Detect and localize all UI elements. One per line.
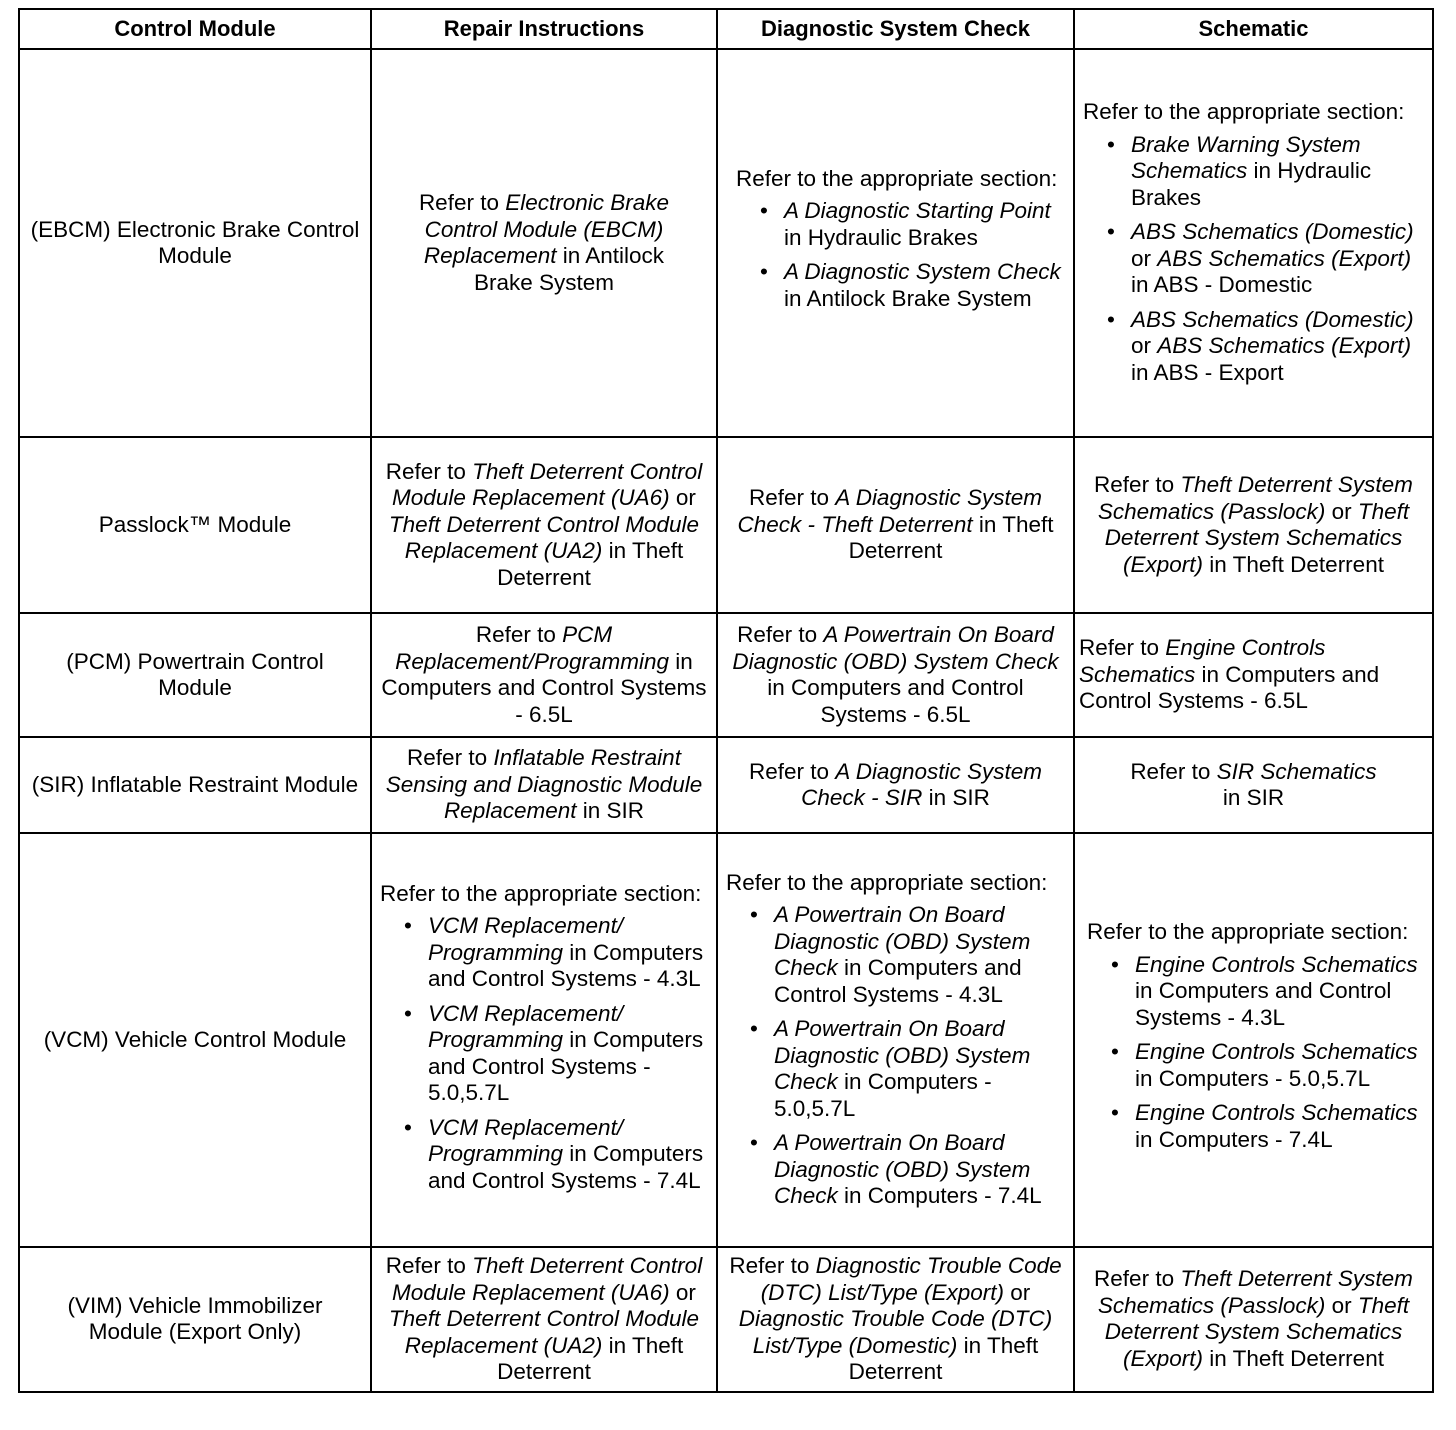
diag-cell: Refer to A Powertrain On Board Diagnostic (OBD) System Check in Computers and Control Systems - 6.5L (717, 613, 1074, 737)
schematic-list (1083, 132, 1424, 387)
diag-cell: Refer to A Diagnostic System Check - Theft Deterrent in Theft Deterrent (717, 437, 1074, 613)
control-module-reference-table (18, 8, 1434, 1393)
diag-list (726, 902, 1065, 1210)
list-item: • A Diagnostic Starting Point in Hydraulic Brakes (784, 198, 1065, 251)
module-cell: (VCM) Vehicle Control Module (19, 833, 371, 1247)
repair-cell: Refer to Inflatable Restraint Sensing and Diagnostic Module Replacement in SIR (371, 737, 717, 833)
repair-cell: Refer to Electronic Brake Control Module (EBCM) Replacement in Antilock Brake System (371, 49, 717, 437)
diag-cell: Refer to the appropriate section: • A Diagnostic Starting Point in Hydraulic Brakes • A Diagnostic System Check in Antilock Brake System (717, 49, 1074, 437)
module-cell: (SIR) Inflatable Restraint Module (19, 737, 371, 833)
diag-cell: Refer to Diagnostic Trouble Code (DTC) List/Type (Export) or Diagnostic Trouble Code (DTC) List/Type (Domestic) in Theft Deterrent (717, 1247, 1074, 1392)
header-control-module: Control Module (19, 9, 371, 49)
repair-cell: Refer to Theft Deterrent Control Module Replacement (UA6) or Theft Deterrent Control Module Replacement (UA2) in Theft Deterrent (371, 437, 717, 613)
diag-cell: Refer to the appropriate section: • A Powertrain On Board Diagnostic (OBD) System Check in Computers and Control Systems - 4.3L • A Powertrain On Board Diagnostic (OBD) System Check in Computers - 5.0,5.7L • A Powertrain On Board Diagnostic (OBD) System Check in Computers - 7.4L (717, 833, 1074, 1247)
schematic-cell: Refer to SIR Schematics in SIR (1074, 737, 1433, 833)
module-cell: (PCM) Powertrain Control Module (19, 613, 371, 737)
diag-list (736, 198, 1065, 312)
schematic-cell: Refer to the appropriate section: • Brake Warning System Schematics in Hydraulic Brakes • ABS Schematics (Domestic) or ABS Schematics (Export) in ABS - Domestic • ABS Schematics (Domestic) or ABS Schematics (Export) in ABS - Export (1074, 49, 1433, 437)
list-item: • Engine Controls Schematics in Computers - 7.4L (1135, 1100, 1424, 1153)
schematic-list (1087, 952, 1424, 1154)
list-item: • A Powertrain On Board Diagnostic (OBD) System Check in Computers - 7.4L (774, 1130, 1065, 1210)
repair-cell: Refer to the appropriate section: • VCM Replacement/ Programming in Computers and Control Systems - 4.3L • VCM Replacement/ Programming in Computers and Control Systems - 5.0,5.7L • VCM Replacement/ Programming in Computers and Control Systems - 7.4L (371, 833, 717, 1247)
table-row (19, 833, 1433, 1247)
table-row (19, 437, 1433, 613)
module-cell: (EBCM) Electronic Brake Control Module (19, 49, 371, 437)
repair-cell: Refer to PCM Replacement/Programming in Computers and Control Systems - 6.5L (371, 613, 717, 737)
list-item: • A Powertrain On Board Diagnostic (OBD) System Check in Computers - 5.0,5.7L (774, 1016, 1065, 1122)
list-item: • A Powertrain On Board Diagnostic (OBD) System Check in Computers and Control Systems - 4.3L (774, 902, 1065, 1008)
schematic-cell: Refer to Theft Deterrent System Schematics (Passlock) or Theft Deterrent System Schematics (Export) in Theft Deterrent (1074, 1247, 1433, 1392)
schematic-cell: Refer to Engine Controls Schematics in Computers and Control Systems - 6.5L (1074, 613, 1433, 737)
module-cell: (VIM) Vehicle Immobilizer Module (Export Only) (19, 1247, 371, 1392)
schematic-cell: Refer to Theft Deterrent System Schematics (Passlock) or Theft Deterrent System Schematics (Export) in Theft Deterrent (1074, 437, 1433, 613)
header-schematic: Schematic (1074, 9, 1433, 49)
repair-cell: Refer to Theft Deterrent Control Module Replacement (UA6) or Theft Deterrent Control Module Replacement (UA2) in Theft Deterrent (371, 1247, 717, 1392)
list-item: • VCM Replacement/ Programming in Computers and Control Systems - 4.3L (428, 913, 708, 993)
module-cell: Passlock™ Module (19, 437, 371, 613)
repair-list (380, 913, 708, 1194)
list-item: • ABS Schematics (Domestic) or ABS Schematics (Export) in ABS - Domestic (1131, 219, 1424, 299)
table-row (19, 49, 1433, 437)
table-row (19, 613, 1433, 737)
list-item: • Brake Warning System Schematics in Hydraulic Brakes (1131, 132, 1424, 212)
header-row (19, 9, 1433, 49)
table-row (19, 1247, 1433, 1392)
list-item: • VCM Replacement/ Programming in Computers and Control Systems - 5.0,5.7L (428, 1001, 708, 1107)
list-item: • ABS Schematics (Domestic) or ABS Schematics (Export) in ABS - Export (1131, 307, 1424, 387)
schematic-cell: Refer to the appropriate section: • Engine Controls Schematics in Computers and Control Systems - 4.3L • Engine Controls Schematics in Computers - 5.0,5.7L • Engine Controls Schematics in Computers - 7.4L (1074, 833, 1433, 1247)
list-item: • Engine Controls Schematics in Computers and Control Systems - 4.3L (1135, 952, 1424, 1032)
header-repair-instructions: Repair Instructions (371, 9, 717, 49)
table-row (19, 737, 1433, 833)
list-item: • Engine Controls Schematics in Computers - 5.0,5.7L (1135, 1039, 1424, 1092)
list-item: • VCM Replacement/ Programming in Computers and Control Systems - 7.4L (428, 1115, 708, 1195)
header-diagnostic-system-check: Diagnostic System Check (717, 9, 1074, 49)
list-item: • A Diagnostic System Check in Antilock Brake System (784, 259, 1065, 312)
diag-cell: Refer to A Diagnostic System Check - SIR in SIR (717, 737, 1074, 833)
